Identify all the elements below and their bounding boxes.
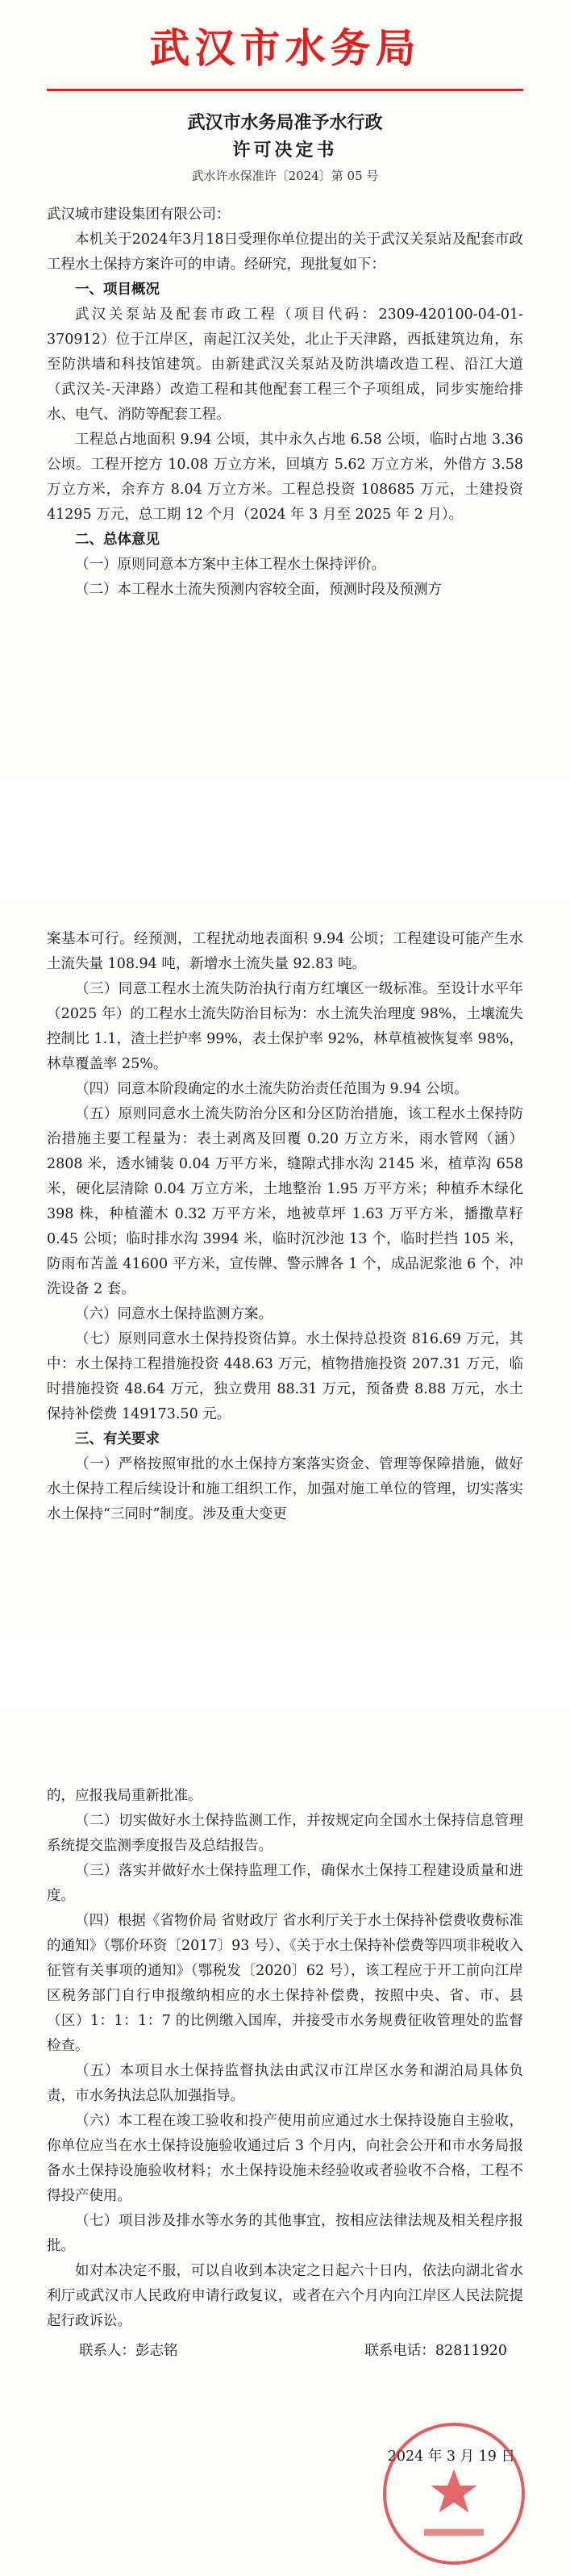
intro-paragraph: 本机关于2024年3月18日受理你单位提出的关于武汉关泵站及配套市政工程水土保持方案许可的申请。经研究，现批复如下：	[47, 232, 523, 273]
opinion-item-3: （三）同意工程水土流失防治执行南方红壤区一级标准。至设计水平年（2025 年）的工程水土流失防治目标为：水土流失治理度 98%，土壤流失控制比 1.1，渣土拦护率 99%，表土保护率 92%，林草植被恢复率 98%，林草覆盖率 25%。	[47, 981, 523, 1072]
page-gap	[0, 779, 570, 900]
requirement-item-3: （三）落实并做好水土保持监理工作，确保水土保持工程建设质量和进度。	[47, 1863, 523, 1904]
opinion-item-2-continued: 案基本可行。经预测，工程扰动地表面积 9.94 公顷；工程建设可能产生水土流失量 108.94 吨，新增水土流失量 92.83 吨。	[47, 931, 523, 972]
opinion-item-5: （五）原则同意水土流失防治分区和分区防治措施，该工程水土保持防治措施主要工程量为：表土剥离及回覆 0.20 万立方米，雨水管网（涵）2808 米，透水铺装 0.04 万平方米，缝隙式排水沟 2145 米，植草沟 658 米，硬化层清除 0.04 万立方米，土地整治 1.95 万平方米；种植乔木绿化 398 株，种植灌木 0.32 万平方米，地被草坪 1.63 万平方米，播撒草籽 0.45 公顷；临时排水沟 3994 米，临时沉沙池 13 个，临时拦挡 105 米，防雨布苫盖 41600 平方米，宣传牌、警示牌各 1 个，成品泥浆池 6 个，冲洗设备 2 套。	[47, 1106, 523, 1297]
seal-star-icon	[386, 2426, 522, 2561]
section-heading-overview: 一、项目概况	[75, 282, 160, 298]
opinion-item-7: （七）原则同意水土保持投资估算。水土保持总投资 816.69 万元，其中：水土保持工程措施投资 448.63 万元，植物措施投资 207.31 万元，临时措施投资 48.64 万元，独立费用 88.31 万元，预备费 8.88 万元，水土保持补偿费 149173.50 元。	[47, 1331, 523, 1422]
opinion-item-6: （六）同意水土保持监测方案。	[75, 1306, 273, 1322]
contact-row	[47, 2339, 523, 2364]
requirement-item-6: （六）本工程在竣工验收和投产使用前应通过水土保持设施自主验收，你单位应当在水土保持设施验收通过后 3 个月内，向社会公开和市水务局报备水土保持设施验收材料；水土保持设施未经验收或者验收不合格，工程不得投产使用。	[47, 2113, 523, 2204]
org-header-title: 武汉市水务局	[149, 24, 421, 72]
opinion-item-4: （四）同意本阶段确定的水土流失防治责任范围为 9.94 公顷。	[75, 1081, 468, 1097]
document-title: 武汉市水务局准予水行政	[187, 112, 383, 133]
overview-paragraph-2: 工程总占地面积 9.94 公顷，其中永久占地 6.58 公顷，临时占地 3.36 公顷。工程开挖方 10.08 万立方米，回填方 5.62 万立方米，外借方 3.58 万立方米，余弃方 8.04 万立方米。工程总投资 108685 万元，土建投资 41295 万元，总工期 12 个月（2024 年 3 月至 2025 年 2 月）。	[47, 432, 523, 523]
document-page-2	[0, 900, 570, 1638]
issue-date: 2024 年 3 月 19 日	[387, 2449, 515, 2465]
addressee: 武汉城市建设集团有限公司：	[47, 207, 231, 223]
document-page-3	[0, 1706, 570, 2576]
opinion-item-2-start: （二）本工程水土流失预测内容较全面，预测时段及预测方	[75, 582, 442, 598]
document-page-1	[0, 0, 570, 779]
header-red-rule	[47, 89, 523, 91]
official-seal-icon	[383, 2423, 525, 2565]
closing-paragraph: 如对本决定不服，可以自收到本决定之日起六十日内，依法向湖北省水利厅或武汉市人民政府申请行政复议，或者在六个月内向江岸区人民法院提起行政诉讼。	[47, 2263, 523, 2329]
requirement-item-5: （五）本项目水土保持监督执法由武汉市江岸区水务和湖泊局具体负责，市水务执法总队加强指导。	[47, 2063, 523, 2104]
requirement-item-2: （二）切实做好水土保持监测工作，并按规定向全国水土保持信息管理系统提交监测季度报告及总结报告。	[47, 1813, 523, 1854]
requirement-item-4: （四）根据《省物价局 省财政厅 省水利厅关于水土保持补偿费收费标准的通知》（鄂价环资〔2017〕93 号）、《关于水土保持补偿费等四项非税收入征管有关事项的通知》（鄂税发〔2020〕62 号），该工程应于开工前向江岸区税务部门自行申报缴纳相应的水土保持补偿费，按照中央、省、市、县（区）1：1：1：7 的比例缴入国库，并接受市水务规费征收管理处的监督检查。	[47, 1913, 523, 2054]
requirement-item-7: （七）项目涉及排水等水务的其他事宜，按相应法律法规及相关程序报批。	[47, 2213, 523, 2254]
requirement-item-1-start: （一）严格按照审批的水土保持方案落实资金、管理等保障措施，做好水土保持工程后续设计和施工组织工作，加强对施工单位的管理，切实落实水土保持“三同时”制度。涉及重大变更	[47, 1456, 523, 1522]
document-subtitle: 许可决定书	[232, 140, 338, 161]
section-heading-requirements: 三、有关要求	[75, 1431, 160, 1447]
section-heading-opinion: 二、总体意见	[75, 532, 160, 548]
page-gap	[0, 1638, 570, 1706]
contact-person: 联系人：彭志铭	[79, 2343, 178, 2359]
requirement-item-1-continued: 的，应报我局重新批准。	[47, 1788, 202, 1804]
overview-paragraph-1: 武汉关泵站及配套市政工程（项目代码：2309-420100-04-01-370912）位于江岸区，南起江汉关处，北止于天津路，西抵建筑边角，东至防洪墙和科技馆建筑。由新建武汉关泵站及防洪墙改造工程、沿江大道（武汉关-天津路）改造工程和其他配套工程三个子项组成，同步实施给排水、电气、消防等配套工程。	[47, 307, 523, 423]
document-number: 武水许水保准许〔2024〕第 05 号	[191, 169, 379, 183]
opinion-item-1: （一）原则同意本方案中主体工程水土保持评价。	[75, 557, 385, 573]
contact-phone: 联系电话：82811920	[364, 2343, 507, 2359]
